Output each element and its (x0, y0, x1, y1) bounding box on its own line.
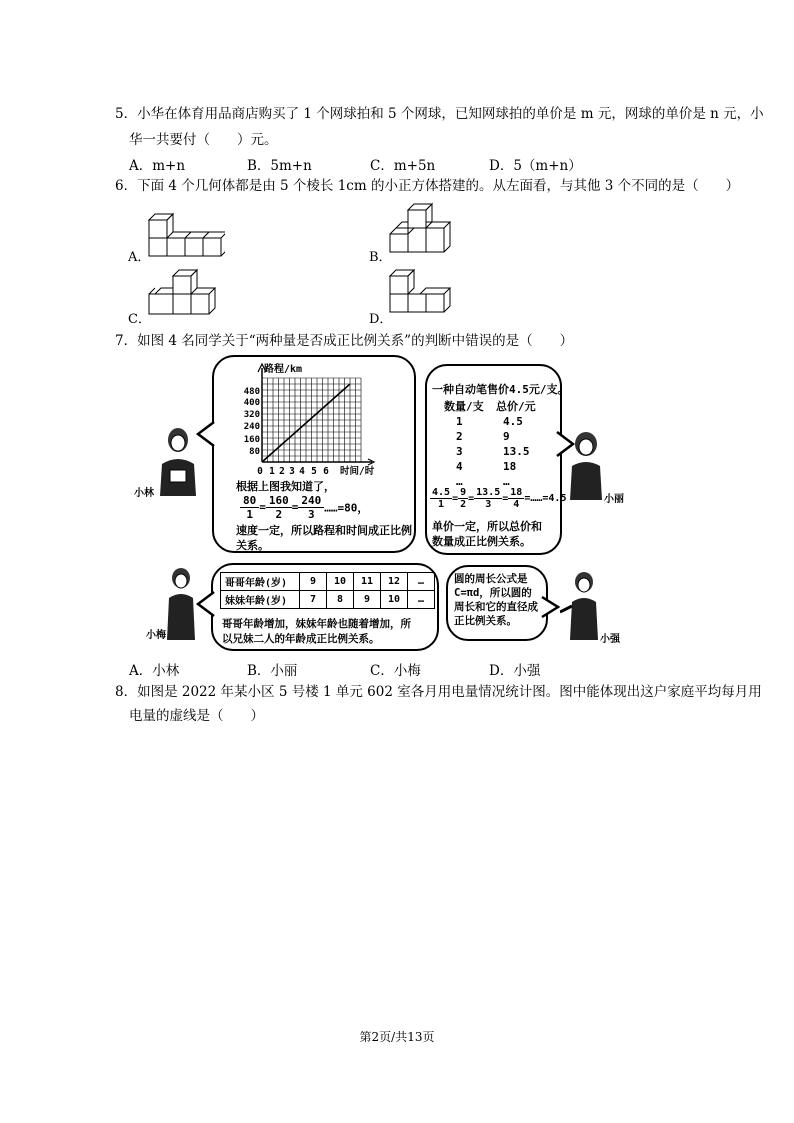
q5-line1: 5．小华在体育用品商店购买了 1 个网球拍和 5 个网球，已知网球拍的单价是 m 元，网球的单价是 n 元，小 (115, 106, 764, 122)
q5-option-c: C．m+5n (370, 158, 436, 174)
fraction-numerator: 240 (298, 494, 324, 508)
xiaoli-quantity-column (456, 414, 463, 489)
table-cell: … (408, 573, 435, 591)
fraction-numerator: 160 (266, 494, 292, 508)
xiaoli-total-cell: 4.5 (503, 415, 523, 428)
fraction-numerator: 80 (240, 494, 259, 508)
xiaolin-name: 小林 (134, 488, 154, 499)
xiaoli-quantity-cell: 3 (456, 445, 463, 458)
xiaomei-name: 小梅 (146, 630, 166, 641)
xiaoli-fraction-tail: =……=4.5 (524, 493, 567, 504)
q7-option-c: C．小梅 (370, 663, 421, 679)
q5-option-b: B．5m+n (247, 158, 312, 174)
q8-line1: 8．如图是 2022 年某小区 5 号楼 1 单元 602 室各月用电量情况统计图。图中能体现出这户家庭平均每月用 (115, 684, 762, 700)
xiaomei-row2-label: 妹妹年龄(岁) (221, 591, 300, 609)
q6-figure-c (147, 266, 219, 320)
xiaoqiang-bubble-tail (540, 595, 560, 621)
xiaolin-distance-time-graph (222, 362, 402, 480)
xiaoli-title: 一种自动笔售价4.5元/支。 (432, 383, 569, 396)
xiaoqiang-name: 小强 (600, 634, 620, 645)
xiaolin-ytick: 320 (243, 410, 260, 420)
xiaolin-xtick: 6 (323, 466, 329, 477)
xiaoli-total-column (503, 414, 530, 489)
fraction-denominator: 1 (438, 499, 445, 510)
fraction-denominator: 2 (275, 508, 283, 521)
q6-label-a: A． (128, 250, 151, 265)
xiaoli-col-quantity: 数量/支 (444, 400, 484, 413)
q6-figure-b (388, 200, 460, 260)
q7-option-d: D．小强 (489, 663, 541, 679)
xiaoli-name: 小丽 (604, 494, 624, 505)
xiaolin-ytick: 480 (243, 387, 260, 397)
xiaolin-line1: 根据上图我知道了， (236, 480, 335, 493)
xiaolin-ytick: 240 (243, 422, 260, 432)
q7-option-b: B．小丽 (247, 663, 298, 679)
table-cell: 12 (381, 573, 408, 591)
xiaoli-quantity-cell: 1 (456, 415, 463, 428)
xiaoqiang-text-1: 圆的周长公式是 (454, 573, 528, 585)
q7-stem: 7．如图 4 名同学关于“两种量是否成正比例关系”的判断中错误的是（ ） (115, 333, 574, 349)
xiaolin-ytick: 160 (243, 435, 260, 445)
page-footer: 第2页/共13页 (359, 1030, 435, 1044)
xiaolin-fraction-row: $\frac{80}{1}$ = $\frac{160}{2}$ = $\frac{240}{3}$ ……=80， (240, 494, 410, 521)
q6-figure-a (147, 208, 225, 260)
xiaolin-person-illustration (150, 426, 206, 498)
xiaolin-graph-xlabel: 时间/时 (340, 466, 375, 477)
xiaoli-total-cell: 13.5 (503, 445, 530, 458)
xiaolin-ytick: 80 (249, 447, 260, 457)
xiaoli-quantity-cell: … (456, 475, 463, 488)
table-cell: 11 (354, 573, 381, 591)
table-cell: 9 (354, 591, 381, 609)
fraction-denominator: 3 (308, 508, 315, 521)
table-cell: 7 (300, 591, 327, 609)
xiaolin-conclusion-2: 关系。 (236, 539, 269, 552)
xiaomei-age-table (220, 572, 435, 609)
fraction-numerator: 13.5 (476, 487, 501, 498)
q6-stem: 6．下面 4 个几何体都是由 5 个棱长 1cm 的小正方体搭建的。从左面看，与其他 3 个不同的是（ ） (115, 178, 740, 194)
xiaoli-conclusion-1: 单价一定，所以总价和 (432, 520, 542, 533)
xiaoli-conclusion-2: 数量成正比例关系。 (432, 535, 531, 548)
xiaoli-quantity-cell: 2 (456, 430, 463, 443)
xiaolin-xtick: 3 (289, 466, 295, 477)
q7-option-a: A．小林 (129, 663, 180, 679)
q6-label-d: D． (369, 312, 393, 327)
q6-figure-d (388, 266, 460, 318)
q5-line2: 华一共要付（ ）元。 (129, 132, 278, 148)
xiaoqiang-text-2: C=πd，所以圆的 (454, 587, 532, 599)
q8-line2: 电量的虚线是（ ） (129, 708, 264, 724)
xiaoli-person-illustration (566, 430, 606, 502)
xiaolin-xtick: 0 (257, 466, 263, 477)
fraction-numerator: 18 (510, 487, 523, 498)
xiaolin-xtick: 4 (299, 466, 305, 477)
xiaoli-col-total: 总价/元 (496, 400, 536, 413)
xiaolin-conclusion-1: 速度一定，所以路程和时间成正比例 (236, 524, 412, 537)
xiaolin-xtick: 5 (311, 466, 317, 477)
q6-label-b: B． (369, 250, 392, 265)
xiaoli-total-cell: 9 (503, 430, 510, 443)
xiaolin-xtick: 2 (279, 466, 285, 477)
xiaoli-total-cell: … (503, 475, 510, 488)
table-cell: 10 (327, 573, 354, 591)
fraction-numerator: 9 (460, 487, 467, 498)
xiaomei-person-illustration (163, 566, 199, 644)
xiaoli-total-cell: 18 (503, 460, 517, 473)
xiaoqiang-text (454, 572, 538, 628)
fraction-denominator: 3 (485, 499, 492, 510)
table-cell: 8 (327, 591, 354, 609)
xiaoqiang-text-3: 周长和它的直径成 (454, 601, 538, 613)
xiaolin-fraction-tail: ……=80， (324, 501, 369, 515)
xiaolin-xtick: 1 (269, 466, 275, 477)
xiaolin-ytick: 400 (243, 398, 260, 408)
xiaoli-fraction-row: $\frac{4.5}{1}$ = $\frac{9}{2}$ = $\frac{13.5}{3}$ = $\frac{18}{4}$ =……=4.5 (432, 487, 567, 510)
xiaomei-bubble-tail (196, 590, 216, 620)
q5-option-a: A．m+n (129, 158, 186, 174)
xiaomei-text-1: 哥哥年龄增加，妹妹年龄也随着增加，所 (222, 618, 411, 630)
xiaoqiang-text-4: 正比例关系。 (454, 615, 517, 627)
q5-option-d: D．5（m+n） (489, 158, 582, 174)
fraction-numerator: 4.5 (432, 487, 451, 498)
xiaoli-quantity-cell: 4 (456, 460, 463, 473)
xiaolin-graph-ylabel: 路程/km (264, 364, 303, 375)
xiaomei-row1-label: 哥哥年龄(岁) (221, 573, 300, 591)
xiaomei-text-2: 以兄妹二人的年龄成正比例关系。 (222, 633, 380, 645)
fraction-denominator: 2 (460, 499, 467, 510)
fraction-denominator: 4 (513, 499, 520, 510)
table-cell: 10 (381, 591, 408, 609)
table-cell: 9 (300, 573, 327, 591)
table-cell: … (408, 591, 435, 609)
fraction-denominator: 1 (246, 508, 253, 521)
q6-label-c: C． (128, 312, 151, 327)
